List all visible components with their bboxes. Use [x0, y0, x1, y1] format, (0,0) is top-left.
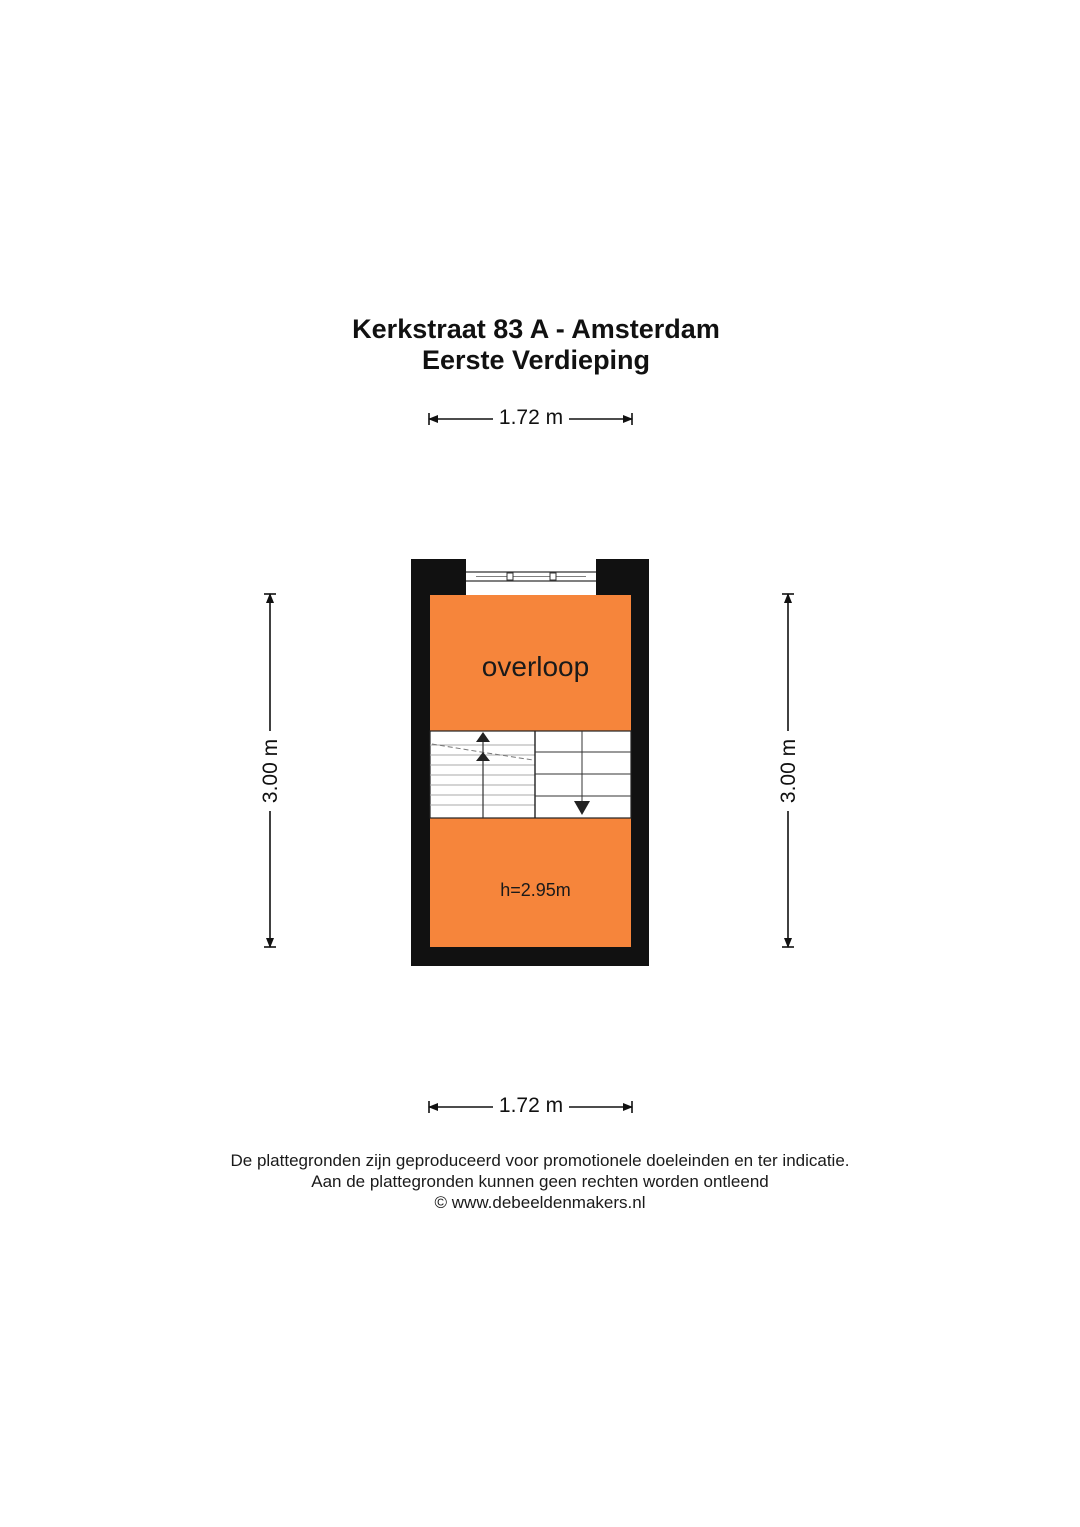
plan-subtitle: Eerste Verdieping	[421, 345, 651, 375]
room-overloop-label: overloop	[481, 651, 590, 682]
room-height-label: h=2.95m	[500, 880, 571, 900]
staircase	[430, 731, 631, 818]
stair-flight-up	[430, 732, 535, 818]
dimension-bottom-label: 1.72 m	[493, 1094, 569, 1118]
plan-title: Kerkstraat 83 A - Amsterdam	[352, 314, 720, 344]
dimension-right-label: 3.00 m	[777, 731, 801, 811]
disclaimer-line-2: Aan de plattegronden kunnen geen rechten worden ontleend	[311, 1172, 769, 1191]
dimension-left-label: 3.00 m	[259, 731, 283, 811]
disclaimer-line-1: De plattegronden zijn geproduceerd voor promotionele doeleinden en ter indicatie.	[230, 1151, 850, 1170]
window	[466, 559, 596, 595]
copyright-link: © www.debeeldenmakers.nl	[434, 1193, 646, 1212]
dimension-top-label: 1.72 m	[493, 406, 569, 430]
